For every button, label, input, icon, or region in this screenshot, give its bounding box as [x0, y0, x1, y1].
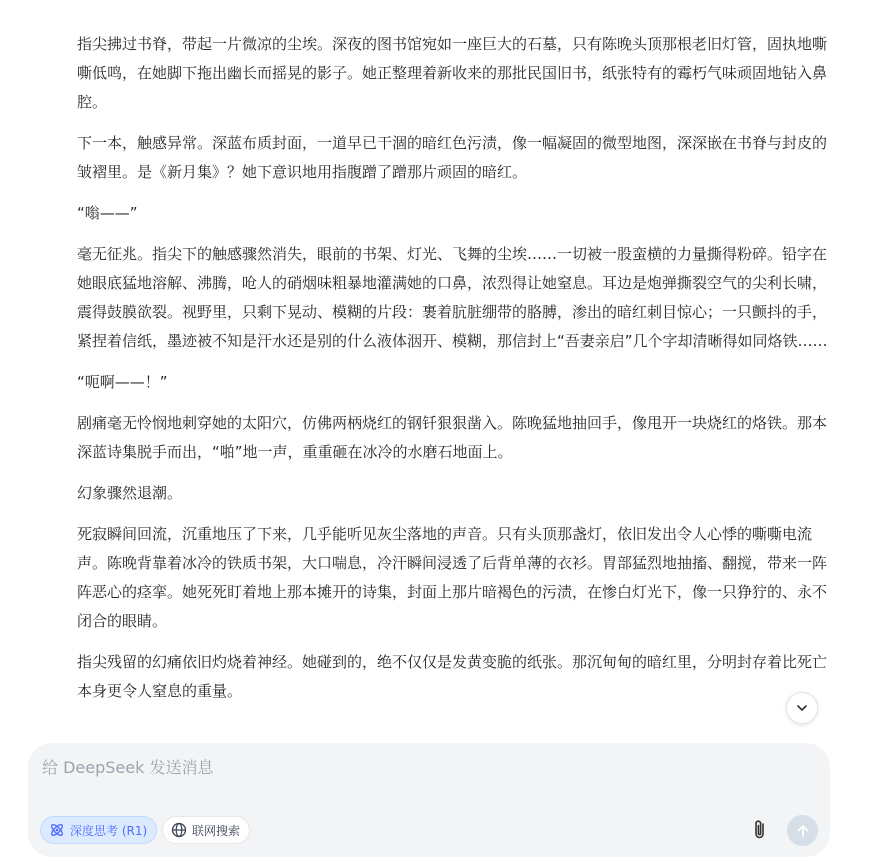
message-paragraph: 毫无征兆。指尖下的触感骤然消失，眼前的书架、灯光、飞舞的尘埃……一切被一股蛮横的力量撕得粉碎。铅字在她眼底猛地溶解、沸腾，呛人的硝烟味粗暴地灌满她的口鼻，浓烈得让她窒息。耳边是炮弹撕裂空气的尖利长啸，震得鼓膜欲裂。视野里，只剩下晃动、模糊的片段：裹着肮脏绷带的胳膊，渗出的暗红刺目惊心；一只颤抖的手，紧捏着信纸，墨迹被不知是汗水还是别的什么液体洇开、模糊，那信封上“吾妻亲启”几个字却清晰得如同烙铁…… [77, 245, 828, 350]
atom-icon [49, 822, 65, 838]
deep-think-label: 深度思考 (R1) [70, 823, 148, 838]
message-paragraph: 指尖拂过书脊，带起一片微凉的尘埃。深夜的图书馆宛如一座巨大的石墓，只有陈晚头顶那根老旧灯管，固执地嘶嘶低鸣，在她脚下拖出幽长而摇晃的影子。她正整理着新收来的那批民国旧书，纸张特有的霉朽气味顽固地钻入鼻腔。 [77, 35, 828, 111]
web-search-toggle[interactable] [162, 816, 250, 844]
chevron-down-icon [794, 700, 810, 716]
message-paragraph: 剧痛毫无怜悯地刺穿她的太阳穴，仿佛两柄烧红的钢钎狠狠凿入。陈晚猛地抽回手，像甩开一块烧红的烙铁。那本深蓝诗集脱手而出，“啪”地一声，重重砸在冰冷的水磨石地面上。 [77, 414, 828, 461]
scroll-to-bottom-button[interactable] [786, 692, 818, 724]
message-paragraph: “嗡——” [77, 204, 138, 222]
attach-file-button[interactable] [748, 818, 772, 842]
message-paragraph: 下一本，触感异常。深蓝布质封面，一道早已干涸的暗红色污渍，像一幅凝固的微型地图，深深嵌在书脊与封皮的皱褶里。是《新月集》？她下意识地用指腹蹭了蹭那片顽固的暗红。 [77, 134, 828, 181]
globe-icon [171, 822, 187, 838]
deep-think-toggle[interactable] [40, 816, 157, 844]
message-paragraph: 幻象骤然退潮。 [77, 484, 183, 502]
message-paragraph: 死寂瞬间回流，沉重地压了下来，几乎能听见灰尘落地的声音。只有头顶那盏灯，依旧发出令人心悸的嘶嘶电流声。陈晚背靠着冰冷的铁质书架，大口喘息，冷汗瞬间浸透了后背单薄的衣衫。胃部猛烈地抽搐、翻搅，带来一阵阵恶心的痉挛。她死死盯着地上那本摊开的诗集，封面上那片暗褐色的污渍，在惨白灯光下，像一只狰狞的、永不闭合的眼睛。 [77, 525, 828, 630]
paperclip-icon [750, 819, 770, 841]
message-input[interactable] [42, 755, 802, 795]
message-paragraph: “呃啊——！” [77, 373, 168, 391]
assistant-message [77, 30, 832, 718]
arrow-up-icon [795, 823, 811, 839]
message-composer [28, 743, 830, 857]
message-paragraph: 指尖残留的幻痛依旧灼烧着神经。她碰到的，绝不仅仅是发黄变脆的纸张。那沉甸甸的暗红里，分明封存着比死亡本身更令人窒息的重量。 [77, 653, 828, 700]
web-search-label: 联网搜索 [192, 823, 241, 838]
send-button[interactable] [787, 815, 818, 846]
